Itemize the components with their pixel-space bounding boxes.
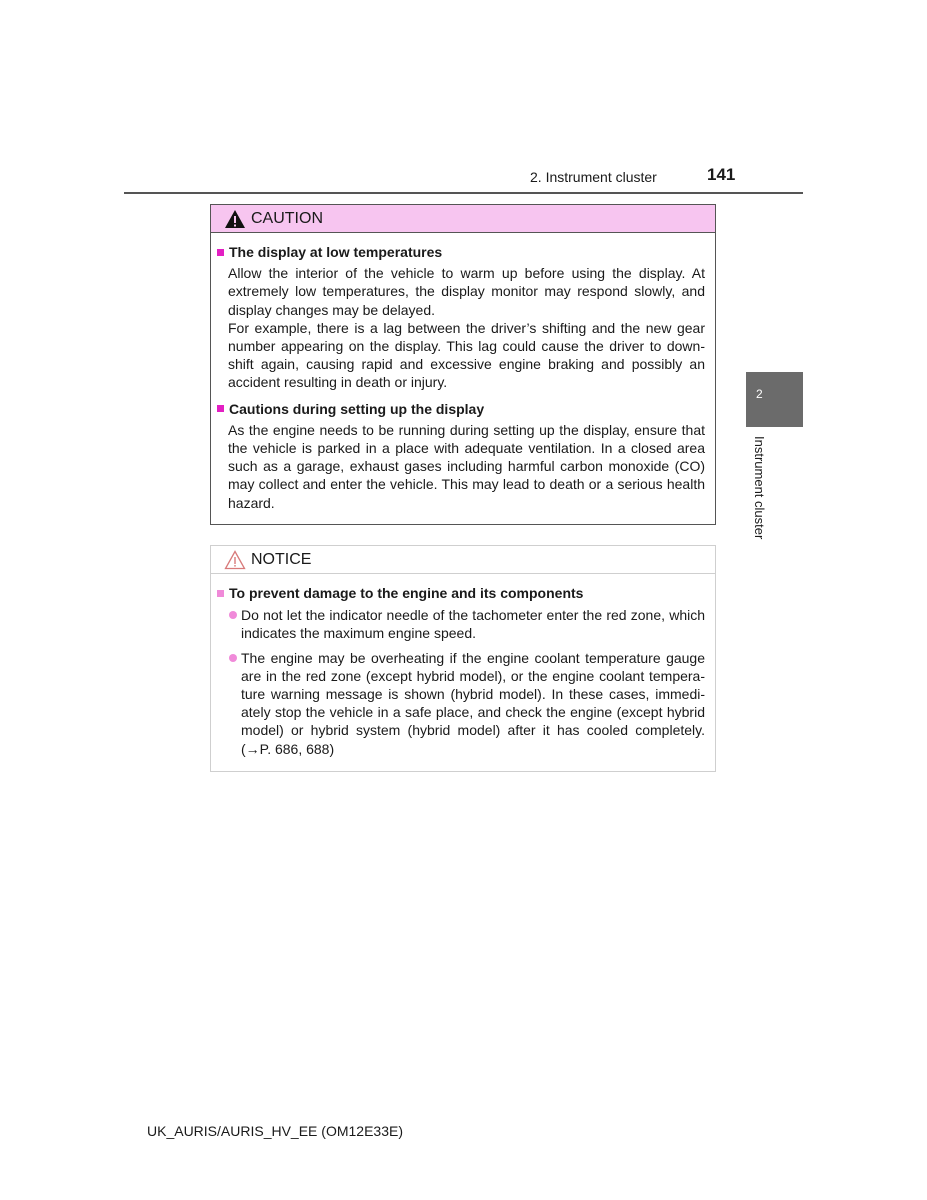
caution-content [211,233,715,512]
notice-title: NOTICE [251,550,312,568]
dot-bullet-icon [229,611,237,619]
square-bullet-icon [217,405,224,412]
paragraph: As the engine needs to be running during setting up the display, ensure that the vehicle is parked in a place with adequate ventilation. In a closed area such as a garage, exhaust gases including harmful carbon monoxide (CO) may collect and enter the vehicle. This may lead to death or a serious health hazard. [228,421,705,511]
list-item-text: The engine may be overheating if the engine coolant temperature gauge are in the red zone (except hybrid model), or the engine coolant tempera-ture warning message is shown (hybrid model). In these cases, immedi-ately stop the vehicle in a safe place, and check the engine (except hybrid model) or hybrid system (hybrid model) after it has cooled completely. (→P. 686, 688) [241,649,705,757]
caution-box [210,204,716,525]
page-number: 141 [707,165,736,184]
section-heading-text: Cautions during setting up the display [229,400,485,417]
section-heading-text: The display at low temperatures [229,244,443,260]
square-bullet-icon [217,590,224,597]
section-heading [217,584,705,602]
chapter-tab-label: Instrument cluster [752,436,767,540]
header-section-title: 2. Instrument cluster [530,169,657,185]
notice-content [211,574,715,758]
notice-triangle-icon [224,550,246,570]
section-heading [217,243,705,261]
caution-header [211,205,715,233]
section-heading [217,400,705,418]
notice-box [210,545,716,772]
caution-section [217,243,705,392]
notice-section [217,584,705,758]
section-heading-text: To prevent damage to the engine and its components [229,585,584,601]
footer-doc-code: UK_AURIS/AURIS_HV_EE (OM12E33E) [147,1123,403,1139]
header-rule [124,192,803,194]
caution-section [217,400,705,512]
chapter-tab-number: 2 [756,387,763,401]
warning-triangle-icon [224,209,246,229]
chapter-tab[interactable] [746,372,803,427]
list-item [229,606,705,642]
dot-bullet-icon [229,654,237,662]
caution-title: CAUTION [251,209,323,227]
notice-header [211,546,715,574]
list-item-text: Do not let the indicator needle of the tachometer enter the red zone, which indicates the maximum engine speed. [241,607,705,642]
square-bullet-icon [217,249,224,256]
paragraph: For example, there is a lag between the driver’s shifting and the new gear number appearing on the display. This lag could cause the driver to down-shift again, causing rapid and excessive engine braking and possibly an accident resulting in death or injury. [228,319,705,391]
paragraph: Allow the interior of the vehicle to warm up before using the display. At extremely low temperatures, the display monitor may respond slowly, and display changes may be delayed. [228,265,705,318]
spacer [217,392,705,400]
list-item [229,649,705,758]
